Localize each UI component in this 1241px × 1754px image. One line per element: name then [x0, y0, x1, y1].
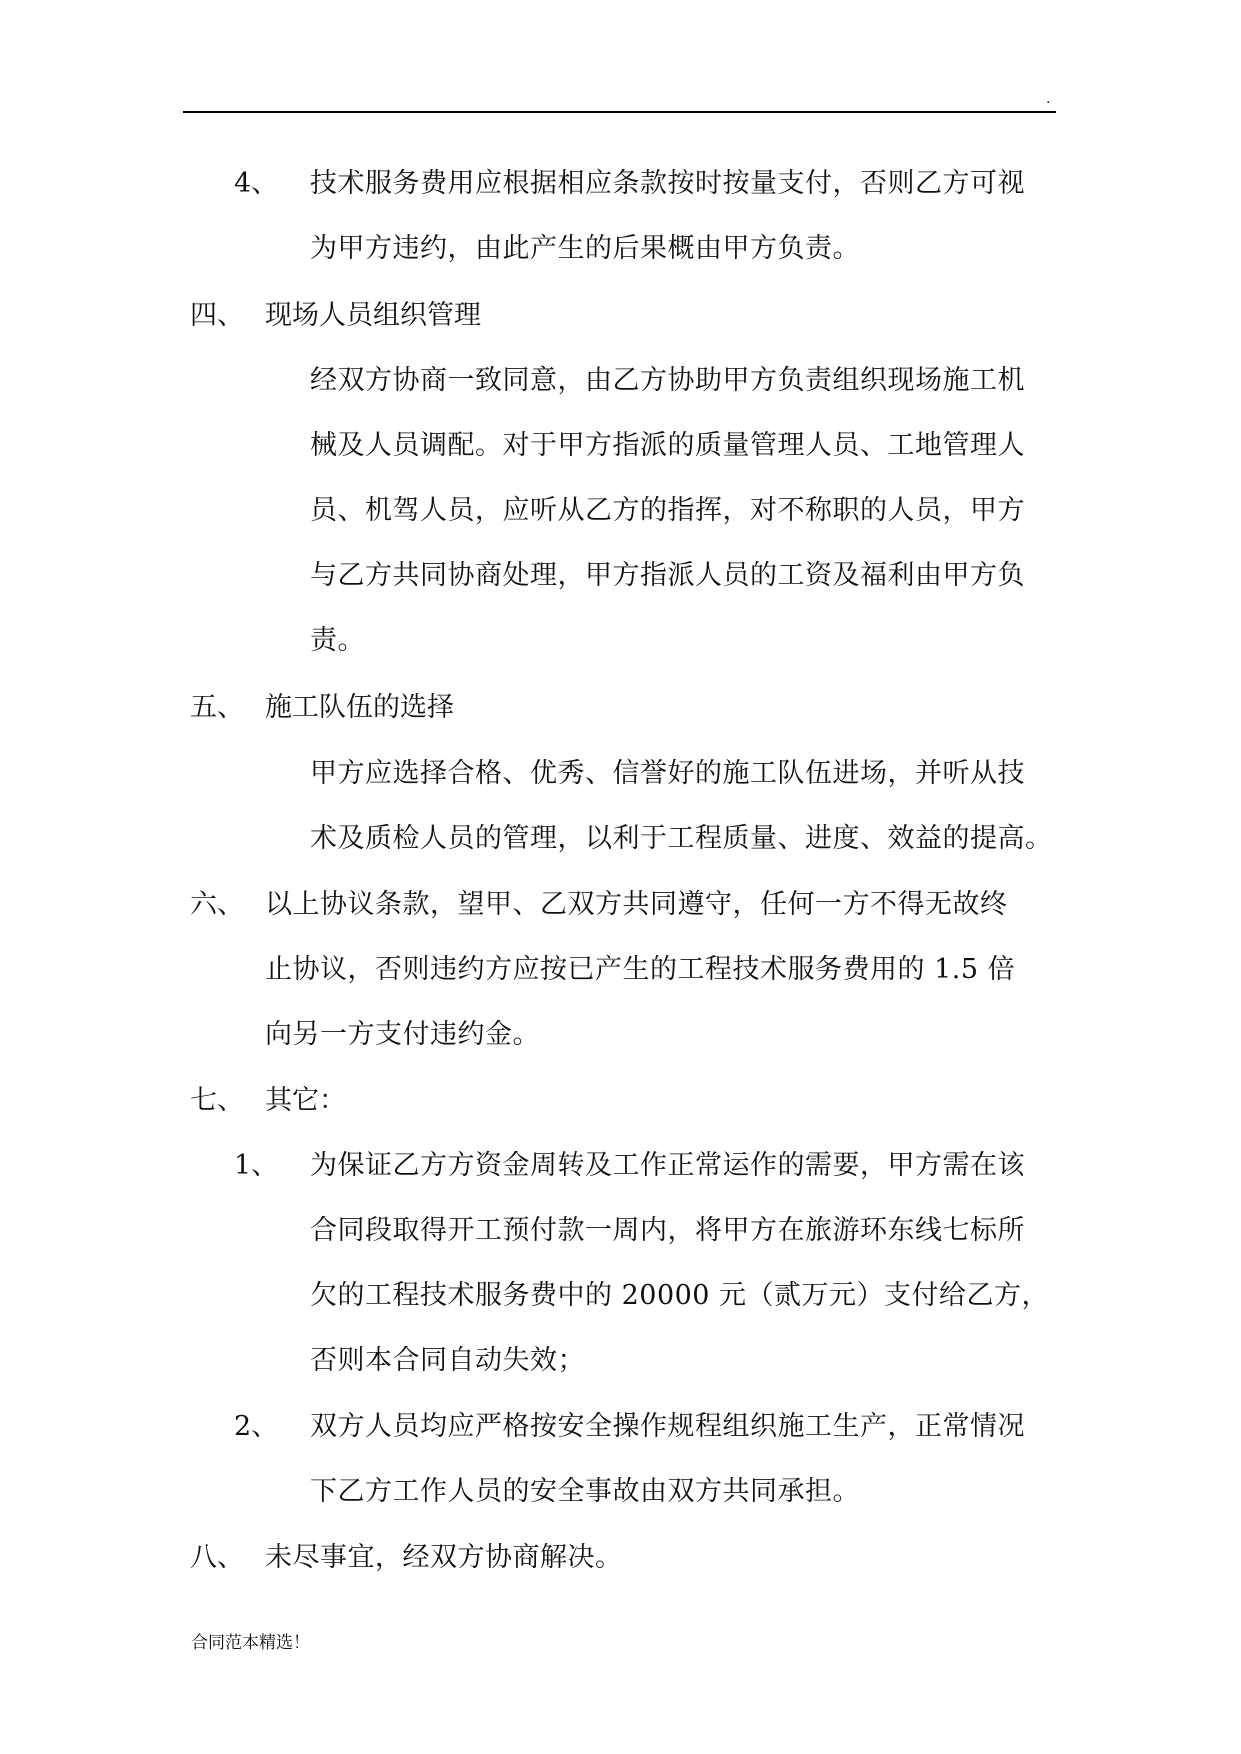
section-4-title: 现场人员组织管理: [265, 300, 481, 331]
section-5-line-1: 甲方应选择合格、优秀、信誉好的施工队伍进场，并听从技: [310, 758, 1025, 789]
section-7-item-1-line-3: 欠的工程技术服务费中的 20000 元（贰万元）支付给乙方，: [310, 1280, 1050, 1311]
section-7-item-2-number: 2、: [234, 1411, 279, 1442]
section-6-line-1: 以上协议条款，望甲、乙双方共同遵守，任何一方不得无故终: [265, 889, 1008, 920]
header-rule: [183, 111, 1056, 113]
section-7-item-1-line-2: 合同段取得开工预付款一周内，将甲方在旅游环东线七标所: [310, 1215, 1025, 1246]
item-4-line-1: 技术服务费用应根据相应条款按时按量支付，否则乙方可视: [310, 168, 1025, 199]
section-4-line-3: 员、机驾人员，应听从乙方的指挥，对不称职的人员，甲方: [310, 495, 1025, 526]
section-7-title: 其它：: [265, 1085, 346, 1116]
section-4-line-1: 经双方协商一致同意，由乙方协助甲方负责组织现场施工机: [310, 365, 1025, 396]
section-7-number: 七、: [190, 1085, 244, 1116]
section-4-line-2: 械及人员调配。对于甲方指派的质量管理人员、工地管理人: [310, 430, 1025, 461]
section-7-item-1-line-4: 否则本合同自动失效；: [310, 1345, 585, 1376]
section-8-number: 八、: [190, 1542, 244, 1573]
section-4-line-4: 与乙方共同协商处理，甲方指派人员的工资及福利由甲方负: [310, 560, 1025, 591]
section-7-item-2-line-2: 下乙方工作人员的安全事故由双方共同承担。: [310, 1476, 860, 1507]
section-4-number: 四、: [190, 300, 244, 331]
section-5-title: 施工队伍的选择: [265, 692, 454, 723]
footer-text: 合同范本精选！: [191, 1633, 310, 1653]
section-5-number: 五、: [190, 692, 244, 723]
item-4-line-2: 为甲方违约，由此产生的后果概由甲方负责。: [310, 233, 860, 264]
item-4-number: 4、: [234, 168, 279, 199]
section-6-line-3: 向另一方支付违约金。: [265, 1019, 540, 1050]
section-6-number: 六、: [190, 889, 244, 920]
section-4-line-5: 责。: [310, 625, 365, 656]
section-8-line-1: 未尽事宜，经双方协商解决。: [265, 1542, 623, 1573]
section-5-line-2: 术及质检人员的管理，以利于工程质量、进度、效益的提高。: [310, 823, 1053, 854]
section-7-item-1-number: 1、: [234, 1150, 279, 1181]
section-6-line-2: 止协议，否则违约方应按已产生的工程技术服务费用的 1.5 倍: [265, 954, 1016, 985]
section-7-item-1-line-1: 为保证乙方方资金周转及工作正常运作的需要，甲方需在该: [310, 1150, 1025, 1181]
header-mark: .: [1046, 91, 1051, 107]
section-7-item-2-line-1: 双方人员均应严格按安全操作规程组织施工生产，正常情况: [310, 1411, 1025, 1442]
